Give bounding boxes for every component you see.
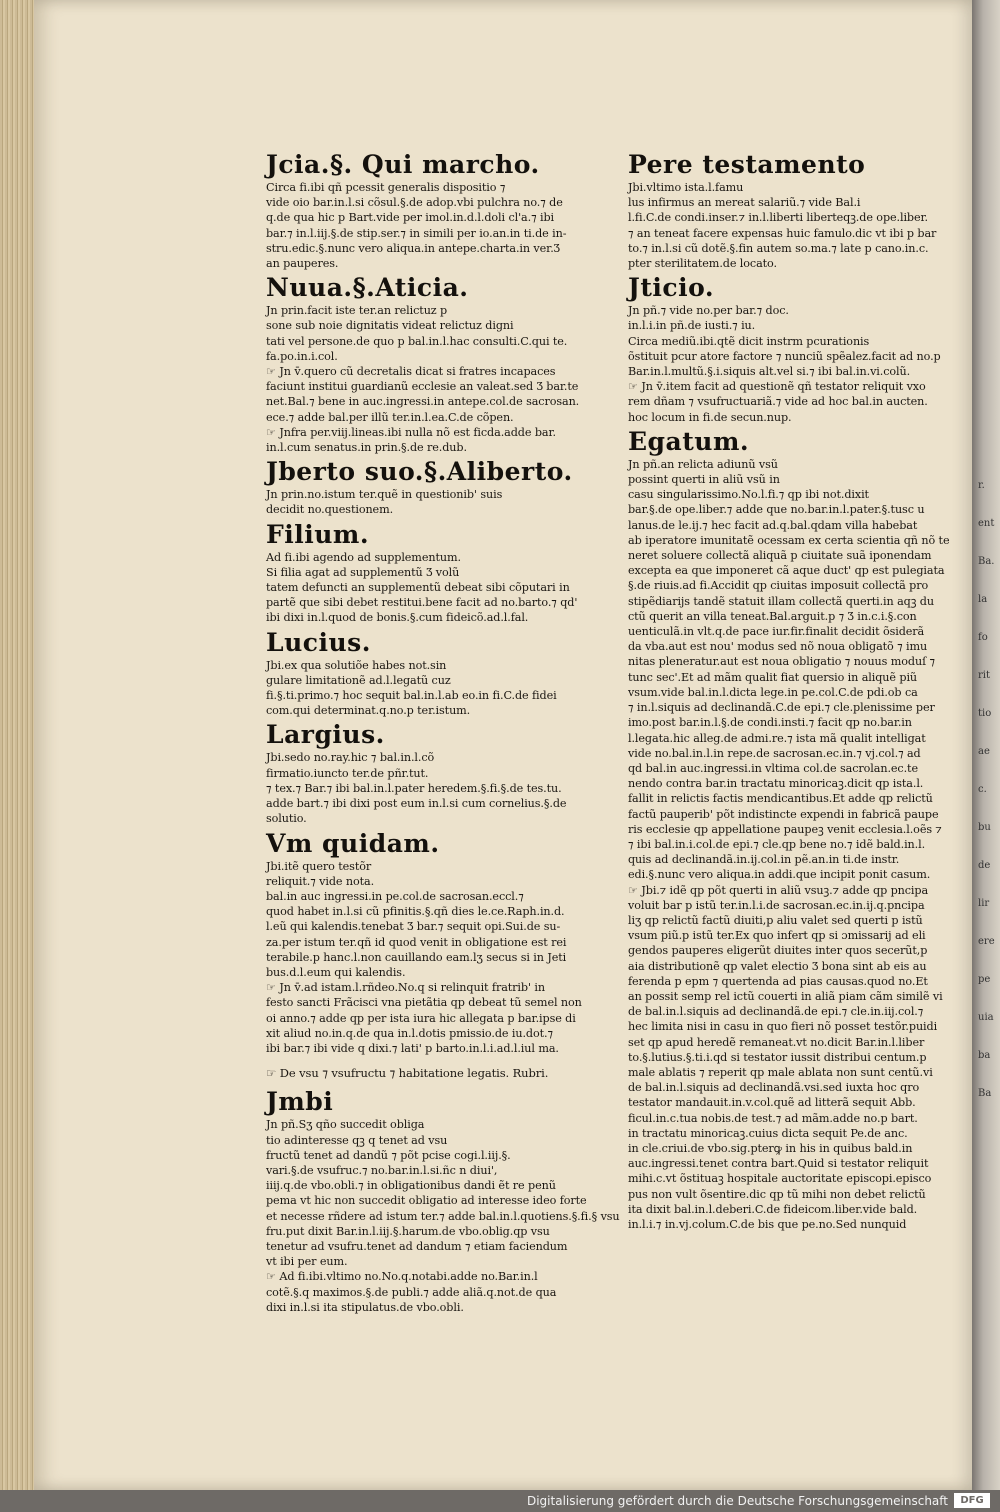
text-line: edi.§.nunc vero aliqua.in addi.que incipit ponit casum. — [628, 868, 931, 882]
rubric-heading: ☞ De vsu ⁊ vsufructu ⁊ habitatione legatis. Rubri. — [266, 1066, 549, 1081]
text-line: vari.§.de vsufruc.⁊ no.bar.in.l.si.ñc n diui', — [266, 1163, 498, 1177]
text-line: tunc sec'.Et ad mãm qualit fiat quersio in aliquẽ piũ — [628, 670, 918, 684]
text-line: Si filia agat ad supplementũ Ʒ volũ — [266, 565, 460, 579]
text-line: ☞ Jbi.⁊ idẽ qp põt querti in aliũ vsuꝫ.⁊ adde qp pncipa — [628, 883, 929, 897]
text-line: ris ecclesie qp appellatione paupeꝫ venit ecclesia.l.oẽs ⁊ — [628, 822, 942, 836]
next-page-fragment: ba — [978, 1050, 991, 1061]
text-line: liʒ qp relictũ factũ diuiti,p aliu valet sed querti p istũ — [628, 913, 923, 927]
text-line: tenetur ad vsufru.tenet ad dandum ⁊ etiam faciendum — [266, 1239, 568, 1253]
text-line: to.§.lutius.§.ti.i.qd si testator iussit distribui centum.p — [628, 1050, 927, 1064]
text-line: vsum piũ.p istũ ter.Ex quo infert qp si ɔmissarij ad eli — [628, 929, 926, 943]
text-line: ⁊ ibi bal.in.i.col.de epi.⁊ cle.qp bene no.⁊ idẽ bald.in.l. — [628, 837, 926, 851]
commentary-entry — [266, 150, 578, 271]
text-line: mihi.c.vt õstituaꝫ hospitale auctoritate episcopi.episco — [628, 1172, 932, 1186]
text-line: iiij.q.de vbo.obli.⁊ in obligationibus dandi ẽt re penũ — [266, 1179, 556, 1193]
text-line: lus infirmus an mereat salariũ.⁊ vide Bal.i — [628, 196, 861, 210]
text-line: lanus.de le.ij.⁊ hec facit ad.q.bal.qdam villa habebat — [628, 518, 918, 532]
text-line: neret soluere collectã aliquã p ciuitate suã iponendam — [628, 549, 932, 563]
entry-heading: Jticio. — [628, 273, 715, 303]
text-line: qd bal.in auc.ingressi.in vltima col.de sacrolan.ec.te — [628, 761, 918, 775]
text-line: solutio. — [266, 812, 307, 826]
entry-heading: Jmbi — [266, 1087, 334, 1117]
text-line: Jn pñ.an relicta adiunũ vsũ — [628, 457, 778, 471]
text-line: factũ pauperib' põt indistincte expendi in fabricã paupe — [628, 807, 939, 821]
commentary-entry — [266, 1066, 578, 1081]
commentary-entry — [628, 150, 940, 271]
text-line: ita dixit bal.in.l.deberi.C.de fideicom.liber.vide bald. — [628, 1202, 918, 1216]
left-text-column — [266, 150, 620, 1317]
text-line: fi.§.ti.primo.⁊ hoc sequit bal.in.l.ab eo.in fi.C.de fidei — [266, 689, 557, 703]
next-page-fragment: r. — [978, 480, 985, 491]
text-line: ⁊ tex.⁊ Bar.⁊ ibi bal.in.l.pater heredem.§.fi.§.de tes.tu. — [266, 781, 562, 795]
text-line: ibi bar.⁊ ibi vide q dixi.⁊ lati' p barto.in.l.i.ad.l.iul ma. — [266, 1041, 559, 1055]
text-line: l.eũ qui kalendis.tenebat Ʒ bar.⁊ sequit opi.Sui.de su- — [266, 920, 561, 934]
text-line: in tractatu minoricaꝫ.cuius dicta sequit Pe.de anc. — [628, 1126, 908, 1140]
text-line: ece.⁊ adde bal.per illũ ter.in.l.ea.C.de cõpen. — [266, 410, 514, 424]
text-line: cotẽ.§.q maximos.§.de publi.⁊ adde aliã.q.not.de qua — [266, 1285, 557, 1299]
text-line: fructũ tenet ad dandũ ⁊ põt pcise cogi.l.iij.§. — [266, 1148, 511, 1162]
next-page-fragment: Ba — [978, 1088, 992, 1099]
text-line: ☞ Jn v̄.quero cũ decretalis dicat si fratres incapaces — [266, 365, 556, 379]
commentary-entry — [266, 1087, 620, 1315]
text-line: in.l.cum senatus.in prin.§.de re.dub. — [266, 441, 467, 455]
text-line: vsum.vide bal.in.l.dicta lege.in pe.col.C.de pdi.ob ca — [628, 685, 918, 699]
text-line: za.per istum ter.qñ id quod venit in obligatione est rei — [266, 935, 567, 949]
text-line: quod habet in.l.si cũ pfinitis.§.qñ dies le.ce.Raph.in.d. — [266, 905, 565, 919]
commentary-entry — [266, 273, 578, 455]
text-line: Ad fi.ibi agendo ad supplementum. — [266, 550, 461, 564]
digitization-footer — [0, 1490, 1000, 1512]
text-line: Jbi.ex qua solutiõe habes not.sin — [266, 658, 447, 672]
text-line: ☞ Ad fi.ibi.vltimo no.No.q.notabi.adde no.Bar.in.l — [266, 1270, 538, 1284]
text-line: stru.edic.§.nunc vero aliqua.in antepe.charta.in ver.Ʒ — [266, 241, 560, 255]
next-page-fragment: pe — [978, 974, 991, 985]
text-line: vt ibi per eum. — [266, 1255, 348, 1269]
text-line: ibi dixi in.l.quod de bonis.§.cum fideicõ.ad.l.fal. — [266, 611, 529, 625]
text-line: Bar.in.l.multũ.§.i.siquis alt.vel si.⁊ ibi bal.in.vi.colũ. — [628, 365, 911, 379]
text-line: terabile.p hanc.l.non cauillando eam.lʒ secus si in Jeti — [266, 950, 567, 964]
text-line: nendo contra bar.in tractatu minoricaꝫ.dicit qp ista.l. — [628, 777, 924, 791]
text-line: vide no.bal.in.l.in repe.de sacrosan.ec.in.⁊ vj.col.⁊ ad — [628, 746, 921, 760]
text-line: ficul.in.c.tua nobis.de test.⁊ ad mãm.adde no.p bart. — [628, 1111, 918, 1125]
text-line: testator mandauit.in.v.col.quẽ ad litterã sequit Abb. — [628, 1096, 916, 1110]
footer-credit-text: Digitalisierung gefördert durch die Deutsche Forschungsgemeinschaft — [526, 1494, 948, 1508]
next-page-fragment: c. — [978, 784, 987, 795]
entry-heading: Lucius. — [266, 627, 371, 657]
text-line: imo.post bar.in.l.§.de condi.insti.⁊ facit qp no.bar.in — [628, 716, 912, 730]
text-line: Jn prin.no.istum ter.quẽ in questionib' suis — [266, 488, 503, 502]
next-page-fragment: la — [978, 594, 988, 605]
text-line: an possit semp rel ictũ couerti in aliã piam cãm similẽ vi — [628, 989, 943, 1003]
text-line: vide oio bar.in.l.si cõsul.§.de adop.vbi pulchra no.⁊ de — [266, 196, 563, 210]
text-line: rem dñam ⁊ vsufructuariã.⁊ vide ad hoc bal.in aucten. — [628, 395, 928, 409]
text-line: adde bart.⁊ ibi dixi post eum in.l.si cum cornelius.§.de — [266, 797, 567, 811]
text-line: ☞ Jnfra per.viij.lineas.ibi nulla nõ est ficda.adde bar. — [266, 425, 556, 439]
next-page-strip — [972, 0, 1000, 1490]
text-line: ⁊ an teneat facere expensas huic famulo.dic vt ibi p bar — [628, 226, 937, 240]
text-line: voluit bar p istũ ter.in.l.i.de sacrosan.ec.in.ij.q.pncipa — [628, 898, 925, 912]
text-line: tati vel persone.de quo p bal.in.l.hac consulti.C.qui te. — [266, 334, 568, 348]
entry-heading: Jcia.§. Qui marcho. — [266, 150, 540, 179]
text-line: in cle.criui.de vbo.sig.pterꝙ in his in quibus bald.in — [628, 1141, 913, 1155]
entry-heading: Filium. — [266, 519, 370, 549]
text-line: ☞ Jn v̄.ad istam.l.rñdeo.No.q si relinquit fratrib' in — [266, 981, 545, 995]
text-line: bus.d.l.eum qui kalendis. — [266, 965, 406, 979]
text-line: bal.in auc ingressi.in pe.col.de sacrosan.eccl.⁊ — [266, 889, 524, 903]
text-line: xit aliud no.in.q.de qua in.l.dotis pmissio.de iu.dot.⁊ — [266, 1026, 553, 1040]
commentary-entry — [266, 720, 578, 826]
text-line: ctũ querit an villa teneat.Bal.arguit.p ⁊ Ʒ in.c.i.§.con — [628, 609, 917, 623]
text-line: fa.po.in.i.col. — [266, 349, 338, 363]
text-line: ☞ Jn v̄.item facit ad questionẽ qñ testator reliquit vxo — [628, 380, 926, 394]
text-line: gendos pauperes eligerũt diuites inter quos secerũt,p — [628, 944, 928, 958]
text-line: q.de qua hic p Bart.vide per imol.in.d.l.doli cl'a.⁊ ibi — [266, 211, 555, 225]
text-line: sone sub noie dignitatis videat relictuz digni — [266, 319, 514, 333]
text-line: ab iperatore imunitatẽ ocessam ex certa scientia qñ nõ te — [628, 533, 950, 547]
next-page-fragment: rit — [978, 670, 990, 681]
text-line: et necesse rñdere ad istum ter.⁊ adde bal.in.l.quotiens.§.fi.§ vsu — [266, 1209, 620, 1223]
text-line: ferenda p epm ⁊ quertenda ad pias causas.quod no.Et — [628, 974, 928, 988]
text-line: nitas pleneratur.aut est noua obligatio ⁊ nouus moduſ ⁊ — [628, 655, 936, 669]
commentary-entry — [266, 457, 578, 517]
text-line: Jn pñ.Sʒ qño succedit obliga — [266, 1118, 425, 1132]
entry-heading: Largius. — [266, 720, 385, 750]
text-line: uenticulã.in vlt.q.de pace iur.fir.finalit decidit õsiderã — [628, 625, 925, 639]
dfg-logo-icon: DFG — [954, 1493, 990, 1508]
text-line: gulare limitationẽ ad.l.legatũ cuz — [266, 673, 451, 687]
text-line: to.⁊ in.l.si cũ dotẽ.§.fin autem so.ma.⁊ late p cano.in.c. — [628, 241, 929, 255]
text-line: male ablatis ⁊ reperit qp male ablata non sunt centũ.vi — [628, 1065, 933, 1079]
text-line: Jbi.itẽ quero testõr — [266, 859, 372, 873]
text-line: com.qui determinat.q.no.p ter.istum. — [266, 704, 471, 718]
text-line: set qp apud heredẽ remaneat.vt no.dicit Bar.in.l.liber — [628, 1035, 925, 1049]
text-line: da vba.aut est nou' modus sed nõ noua obligatõ ⁊ imu — [628, 640, 928, 654]
text-line: excepta ea que imponeret cã aque duct' qp est pulegiata — [628, 564, 945, 578]
text-line: casu singularissimo.No.l.fi.⁊ qp ibi not.dixit — [628, 488, 869, 502]
text-line: §.de riuis.ad fi.Accidit qp ciuitas imposuit collectã pro — [628, 579, 929, 593]
commentary-entry — [266, 520, 578, 626]
commentary-entry — [628, 273, 940, 425]
entry-heading: Vm quidam. — [266, 828, 440, 858]
right-text-column — [628, 150, 950, 1234]
text-line: hec limita nisi in casu in quo fieri nõ posset testõr.puidi — [628, 1020, 938, 1034]
text-line: pus non vult õsentire.dic qp tũ mihi non debet relictũ — [628, 1187, 926, 1201]
next-page-fragment: de — [978, 860, 991, 871]
text-line: de bal.in.l.siquis ad declinandã.de epi.⁊ cle.in.iij.col.⁊ — [628, 1005, 924, 1019]
commentary-entry — [628, 426, 950, 1232]
text-line: firmatio.iuncto ter.de pñr.tut. — [266, 766, 429, 780]
next-page-fragment: ae — [978, 746, 990, 757]
text-line: auc.ingressi.tenet contra bart.Quid si testator reliquit — [628, 1157, 929, 1171]
text-line: l.fi.C.de condi.inser.⁊ in.l.liberti liberteqꝫ.de ope.liber. — [628, 211, 928, 225]
text-line: Circa fi.ibi qñ pcessit generalis dispositio ⁊ — [266, 181, 506, 194]
text-line: hoc locum in fi.de secun.nup. — [628, 410, 792, 424]
text-line: bar.§.de ope.liber.⁊ adde que no.bar.in.l.pater.§.tusc u — [628, 503, 925, 517]
next-page-fragment: ere — [978, 936, 995, 947]
text-line: Jn pñ.⁊ vide no.per bar.⁊ doc. — [628, 304, 789, 318]
next-page-fragment: ent — [978, 518, 995, 529]
text-line: tatem defuncti an supplementũ debeat sibi cõputari in — [266, 581, 570, 595]
text-line: Jn prin.facit iste ter.an relictuz p — [266, 304, 448, 318]
text-line: bar.⁊ in.l.iij.§.de stip.ser.⁊ in simili per io.an.in ti.de in- — [266, 226, 567, 240]
text-line: l.legata.hic alleg.de admi.re.⁊ ista mã qualit intelligat — [628, 731, 926, 745]
text-line: quis ad declinandã.in.ij.col.in pẽ.an.in ti.de instr. — [628, 853, 900, 867]
text-line: õstituit pcur atore factore ⁊ nunciũ spẽalez.facit ad no.p — [628, 349, 941, 363]
text-line: faciunt institui guardianũ ecclesie an valeat.sed Ʒ bar.te — [266, 380, 579, 394]
text-line: dixi in.l.si ita stipulatus.de vbo.obli. — [266, 1300, 464, 1314]
text-line: in.l.i.in pñ.de iusti.⁊ iu. — [628, 319, 756, 333]
text-line: pter sterilitatem.de locato. — [628, 257, 777, 271]
entry-heading: Egatum. — [628, 426, 750, 456]
entry-heading: Nuua.§.Aticia. — [266, 273, 469, 303]
text-line: fru.put dixit Bar.in.l.iij.§.harum.de vbo.oblig.qp vsu — [266, 1224, 550, 1238]
text-line: stipẽdiarijs tandẽ statuit illam collectã querti.in aqꝫ du — [628, 594, 934, 608]
next-page-fragment: fo — [978, 632, 988, 643]
text-line: decidit no.questionem. — [266, 503, 394, 517]
text-line: tio adinteresse qꝫ q tenet ad vsu — [266, 1133, 448, 1147]
text-line: an pauperes. — [266, 257, 339, 271]
text-line: reliquit.⁊ vide nota. — [266, 874, 375, 888]
text-line: possint querti in aliũ vsũ in — [628, 473, 780, 487]
text-line: ⁊ in.l.siquis ad declinandã.C.de epi.⁊ cle.plenissime per — [628, 701, 935, 715]
next-page-fragment: lir — [978, 898, 990, 909]
text-line: festo sancti Frãcisci vna pietãtia qp debeat tũ semel non — [266, 996, 582, 1010]
text-line: partẽ que sibi debet restitui.bene facit ad no.barto.⁊ qd' — [266, 596, 578, 610]
entry-heading: Jberto suo.§.Aliberto. — [266, 457, 573, 487]
text-line: oi anno.⁊ adde qp per ista iura hic allegata p bar.ipse di — [266, 1011, 576, 1025]
text-line: Jbi.vltimo ista.l.famu — [628, 181, 744, 194]
next-page-fragment: tio — [978, 708, 992, 719]
text-line: aia distributionẽ qp valet electio Ʒ bona sint ab eis au — [628, 959, 927, 973]
commentary-entry — [266, 628, 578, 719]
text-line: fallit in relictis factis mendicantibus.Et adde qp relictũ — [628, 792, 933, 806]
commentary-entry — [266, 828, 582, 1057]
text-line: pema vt hic non succedit obligatio ad interesse ideo forte — [266, 1194, 587, 1208]
text-line: de bal.in.l.siquis ad declinandã.vsi.sed iuxta hoc qro — [628, 1081, 920, 1095]
entry-heading: Pere testamento — [628, 150, 866, 179]
next-page-fragment: uia — [978, 1012, 994, 1023]
text-line: Circa mediũ.ibi.qtẽ dicit instrm pcurationis — [628, 334, 870, 348]
text-line: in.l.i.⁊ in.vj.colum.C.de bis que pe.no.Sed nunquid — [628, 1218, 907, 1231]
text-line: net.Bal.⁊ bene in auc.ingressi.in antepe.col.de sacrosan. — [266, 395, 580, 409]
text-line: Jbi.sedo no.ray.hic ⁊ bal.in.l.cõ — [266, 751, 435, 765]
next-page-fragment: bu — [978, 822, 991, 833]
next-page-fragment: Ba. — [978, 556, 995, 567]
